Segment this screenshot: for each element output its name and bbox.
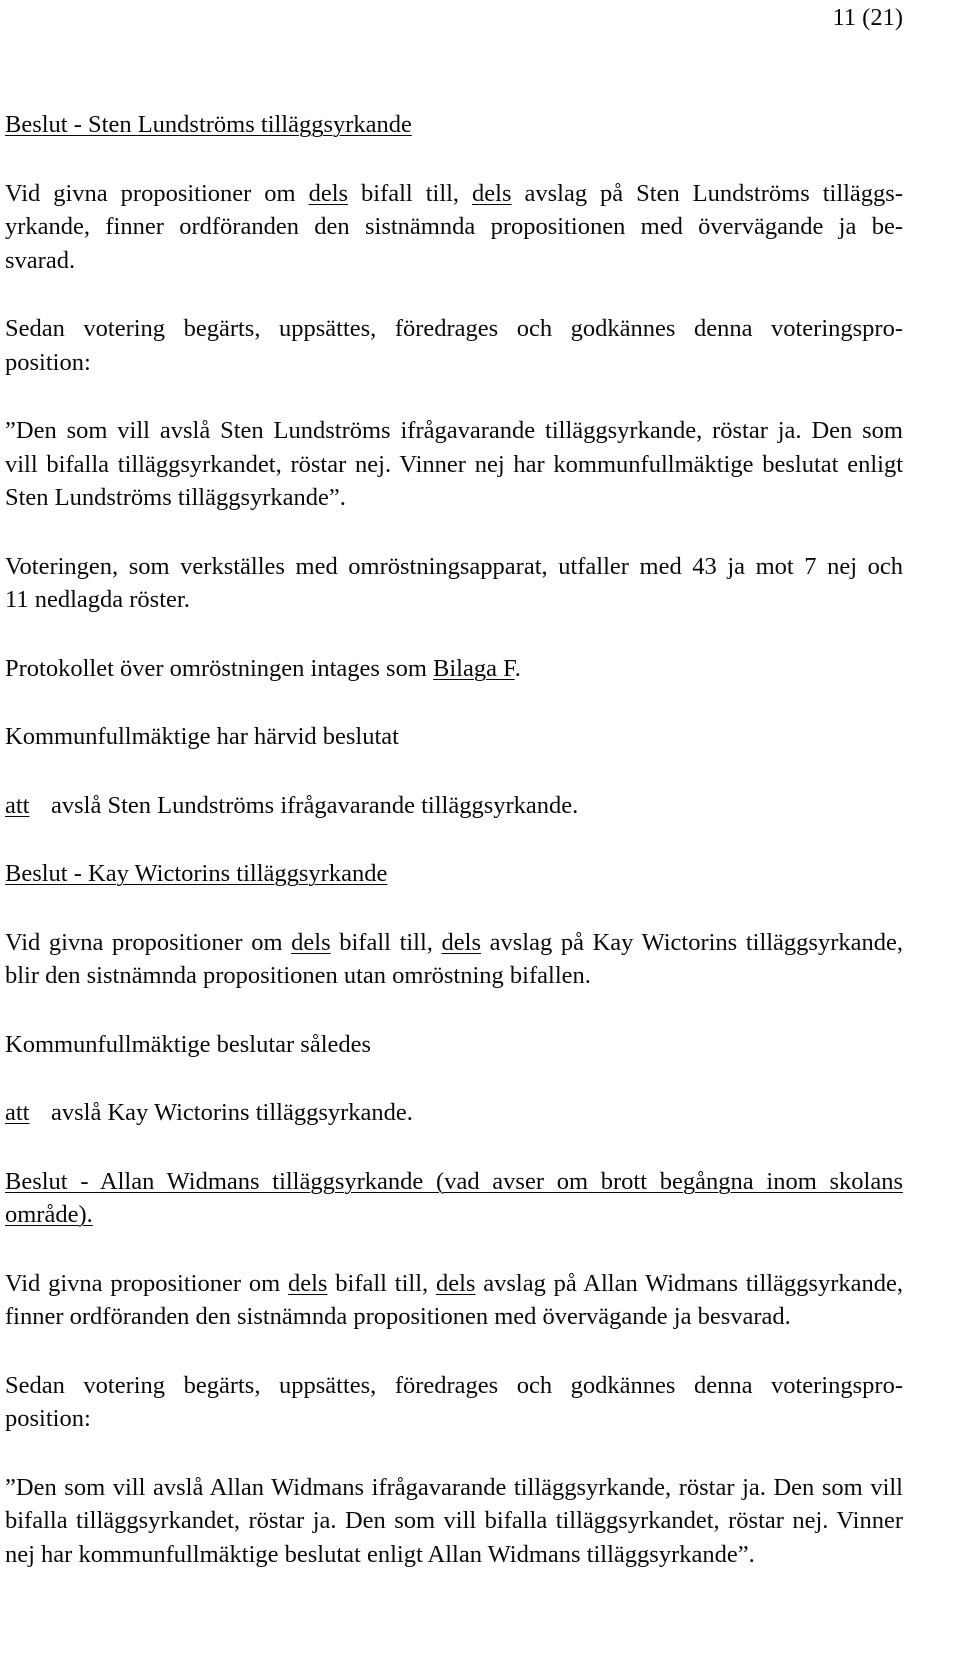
paragraph-line: blir den sistnämnda propositionen utan omröstning bifallen.: [5, 962, 591, 989]
paragraph-line: [5, 1267, 903, 1301]
text-segment: Vid givna propositioner om: [5, 179, 309, 207]
paragraph-decision-intro-sten: [5, 720, 903, 754]
paragraph-protocol-sten: [5, 652, 903, 686]
paragraph-vote-request-sten: [5, 312, 903, 379]
paragraph-line: bifalla tilläggsyrkandet, röstar ja. Den som vill bifalla tilläggsyrkandet, röstar nej. Vinner: [5, 1507, 903, 1534]
paragraph-decision-intro-kay: [5, 1028, 903, 1062]
paragraph-line: Kommunfullmäktige beslutar således: [5, 1030, 372, 1058]
paragraph-line: [5, 926, 903, 960]
text-segment: bifall till,: [348, 179, 473, 207]
paragraph-line: yrkande, finner ordföranden den sistnämnda propositionen med övervägande ja be-: [5, 213, 903, 240]
underlined-word-dels: dels: [308, 179, 349, 207]
text-segment: avslag på Kay Wictorins tilläggsyrkande,: [481, 928, 904, 956]
paragraph-line: nej har kommunfullmäktige beslutat enligt Allan Widmans tilläggsyrkande”.: [5, 1540, 755, 1568]
paragraph-line: Sten Lundströms tilläggsyrkande”.: [5, 484, 346, 511]
heading-line: Beslut - Sten Lundströms tilläggsyrkande: [5, 111, 412, 138]
text-segment: Protokollet över omröstningen intages som: [5, 654, 434, 682]
heading-line: Beslut - Allan Widmans tilläggsyrkande (vad avser om brott begångna inom skolans: [5, 1167, 903, 1195]
paragraph-vote-proposition-sten: [5, 414, 903, 515]
underlined-word-dels: dels: [472, 179, 512, 207]
underlined-word-dels: dels: [441, 928, 482, 956]
text-segment: Vid givna propositioner om: [5, 928, 292, 956]
page-number: 11 (21): [832, 4, 903, 31]
appendix-reference: Bilaga F: [433, 654, 515, 682]
section-heading-sten: [5, 108, 903, 142]
paragraph-line: Sedan votering begärts, uppsättes, föredrages och godkännes denna voteringspro-: [5, 315, 903, 342]
text-segment: Vid givna propositioner om: [5, 1269, 288, 1297]
underlined-word-dels: dels: [435, 1269, 476, 1297]
paragraph-line: Sedan votering begärts, uppsättes, föredrages och godkännes denna voteringspro-: [5, 1371, 903, 1399]
paragraph-line: finner ordföranden den sistnämnda propositionen med övervägande ja besvarad.: [5, 1303, 791, 1330]
paragraph-line: Kommunfullmäktige har härvid beslutat: [5, 723, 399, 750]
heading-line: Beslut - Kay Wictorins tilläggsyrkande: [5, 860, 388, 887]
paragraph-line: position:: [5, 348, 91, 376]
text-segment: bifall till,: [330, 928, 442, 956]
paragraph-vote-request-allan: [5, 1369, 903, 1436]
section-heading-kay: [5, 857, 903, 891]
underlined-word-dels: dels: [287, 1269, 328, 1297]
att-marker: att: [5, 791, 30, 819]
paragraph-decision-sten: [5, 789, 903, 823]
text-segment: avslag på Sten Lundströms tilläggs-: [511, 179, 903, 207]
paragraph-line: [5, 177, 903, 211]
paragraph-line: vill bifalla tilläggsyrkandet, röstar nej. Vinner nej har kommunfullmäktige beslutat enligt: [5, 450, 903, 478]
paragraph-line: ”Den som vill avslå Sten Lundströms ifrågavarande tilläggsyrkande, röstar ja. Den som: [5, 417, 903, 444]
heading-line: område).: [5, 1201, 93, 1228]
paragraph-vote-proposition-allan: [5, 1471, 903, 1572]
paragraph-line: svarad.: [5, 246, 76, 274]
underlined-word-dels: dels: [291, 928, 331, 956]
paragraph-line: [5, 652, 903, 686]
text-segment: bifall till,: [327, 1269, 436, 1297]
paragraph-vote-result-sten: [5, 550, 903, 617]
section-heading-allan: [5, 1165, 903, 1232]
paragraph-line: [5, 1096, 903, 1130]
paragraph-line: [5, 789, 903, 823]
document-body: [5, 108, 903, 1571]
paragraph-decision-kay: [5, 1096, 903, 1130]
paragraph-propositions-allan: [5, 1267, 903, 1334]
decision-text: avslå Sten Lundströms ifrågavarande tilläggsyrkande.: [51, 791, 579, 819]
paragraph-propositions-sten: [5, 177, 903, 278]
paragraph-line: 11 nedlagda röster.: [5, 586, 190, 613]
paragraph-line: Voteringen, som verkställes med omröstningsapparat, utfaller med 43 ja mot 7 nej och: [5, 552, 903, 580]
text-segment: .: [514, 654, 521, 682]
att-marker: att: [5, 1099, 30, 1126]
paragraph-propositions-kay: [5, 926, 903, 993]
text-segment: avslag på Allan Widmans tilläggsyrkande,: [475, 1269, 903, 1297]
decision-text: avslå Kay Wictorins tilläggsyrkande.: [51, 1099, 413, 1126]
paragraph-line: position:: [5, 1405, 91, 1432]
paragraph-line: ”Den som vill avslå Allan Widmans ifrågavarande tilläggsyrkande, röstar ja. Den som vill: [5, 1473, 903, 1501]
